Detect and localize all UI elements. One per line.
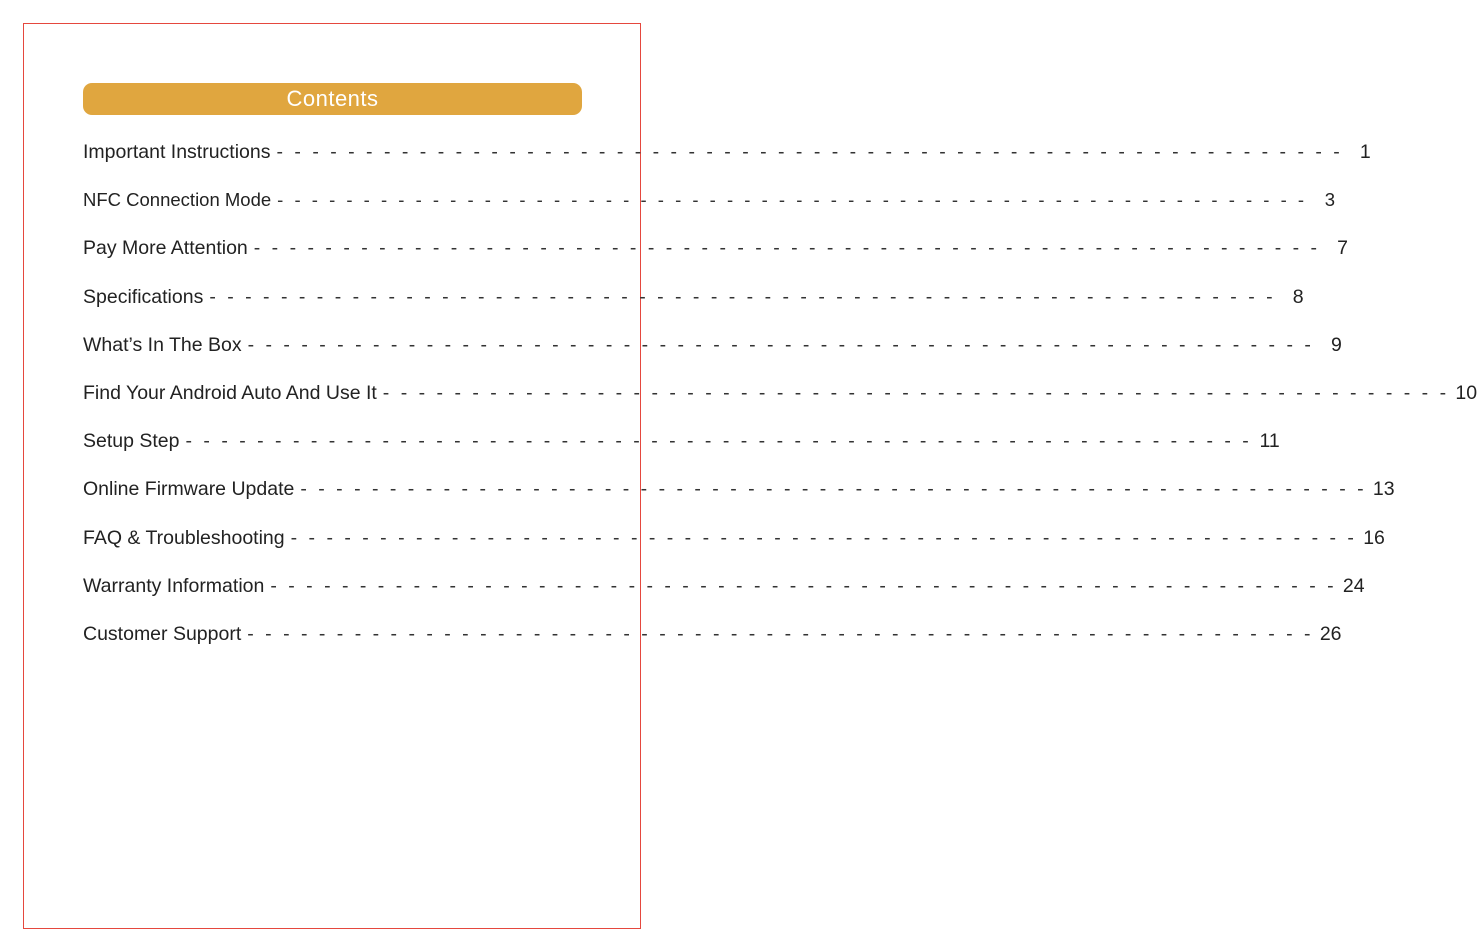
contents-heading-label: Contents (286, 86, 379, 111)
dot-leader: - - - - - - - - - - - - - - - - - - - - - - - - - - - - - - - - - - - - - - - - - - - - - - - - - - - - - - - - - - - - (290, 526, 1357, 549)
toc-entry-page: 10 (1455, 381, 1477, 404)
toc-entry-page: 1 (1359, 141, 1371, 163)
toc-entry-title: Pay More Attention (83, 237, 248, 260)
toc-entry-find-android-auto[interactable] (83, 373, 1477, 421)
toc-entry-title: FAQ & Troubleshooting (83, 526, 285, 549)
dot-leader: - - - - - - - - - - - - - - - - - - - - - - - - - - - - - - - - - - - - - - - - - - - - - - - - - - - - - - - - - - - - (185, 430, 1252, 453)
toc-entry-title: Find Your Android Auto And Use It (83, 381, 377, 404)
toc-entry-important-instructions[interactable] (83, 132, 1371, 180)
toc-entry-title: What’s In The Box (83, 333, 242, 356)
toc-entry-page: 7 (1337, 237, 1349, 260)
dot-leader: - - - - - - - - - - - - - - - - - - - - - - - - - - - - - - - - - - - - - - - - - - - - - - - - - - - - - - - - - - - - (247, 622, 1314, 645)
table-of-contents (83, 132, 1477, 662)
toc-entry-page: 16 (1363, 526, 1385, 549)
dot-leader: - - - - - - - - - - - - - - - - - - - - - - - - - - - - - - - - - - - - - - - - - - - - - - - - - - - - - - - - - - - - (247, 333, 1314, 356)
toc-entry-page: 8 (1292, 285, 1304, 308)
toc-entry-pay-more-attention[interactable] (83, 228, 1349, 276)
toc-entry-page: 13 (1372, 478, 1395, 501)
toc-entry-customer-support[interactable] (83, 614, 1342, 662)
dot-leader: - - - - - - - - - - - - - - - - - - - - - - - - - - - - - - - - - - - - - - - - - - - - - - - - - - - - - - - - - - - - (300, 478, 1367, 501)
toc-entry-page: 11 (1259, 430, 1280, 453)
toc-entry-whats-in-the-box[interactable] (83, 325, 1342, 373)
toc-entry-title: Important Instructions (83, 141, 271, 163)
dot-leader: - - - - - - - - - - - - - - - - - - - - - - - - - - - - - - - - - - - - - - - - - - - - - - - - - - - - - - - - - - - - (253, 237, 1321, 260)
contents-heading (83, 83, 582, 115)
toc-entry-faq-troubleshooting[interactable] (83, 518, 1385, 566)
toc-entry-title: Warranty Information (83, 574, 265, 597)
toc-entry-title: Customer Support (83, 622, 242, 645)
toc-entry-page: 3 (1324, 189, 1336, 211)
toc-entry-page: 26 (1319, 622, 1342, 645)
toc-entry-title: Setup Step (83, 430, 180, 453)
toc-entry-specifications[interactable] (83, 277, 1304, 325)
toc-entry-page: 24 (1342, 574, 1365, 597)
toc-entry-title: Specifications (83, 285, 204, 308)
toc-entry-online-firmware-update[interactable] (83, 469, 1395, 517)
dot-leader: - - - - - - - - - - - - - - - - - - - - - - - - - - - - - - - - - - - - - - - - - - - - - - - - - - - - - - - - - - - - (270, 574, 1337, 597)
dot-leader: - - - - - - - - - - - - - - - - - - - - - - - - - - - - - - - - - - - - - - - - - - - - - - - - - - - - - - - - - - - - (209, 285, 1276, 308)
toc-entry-title: Online Firmware Update (83, 478, 295, 501)
toc-entry-title: NFC Connection Mode (83, 189, 272, 211)
dot-leader: - - - - - - - - - - - - - - - - - - - - - - - - - - - - - - - - - - - - - - - - - - - - - - - - - - - - - - - - - - - - (276, 141, 1343, 163)
toc-entry-page: 9 (1331, 333, 1342, 356)
toc-entry-warranty-information[interactable] (83, 566, 1365, 614)
dot-leader: - - - - - - - - - - - - - - - - - - - - - - - - - - - - - - - - - - - - - - - - - - - - - - - - - - - - - - - - - - - - (382, 381, 1450, 404)
dot-leader: - - - - - - - - - - - - - - - - - - - - - - - - - - - - - - - - - - - - - - - - - - - - - - - - - - - - - - - - - - - - (277, 189, 1308, 211)
toc-entry-setup-step[interactable] (83, 421, 1280, 469)
toc-entry-nfc-connection-mode[interactable] (83, 180, 1336, 228)
